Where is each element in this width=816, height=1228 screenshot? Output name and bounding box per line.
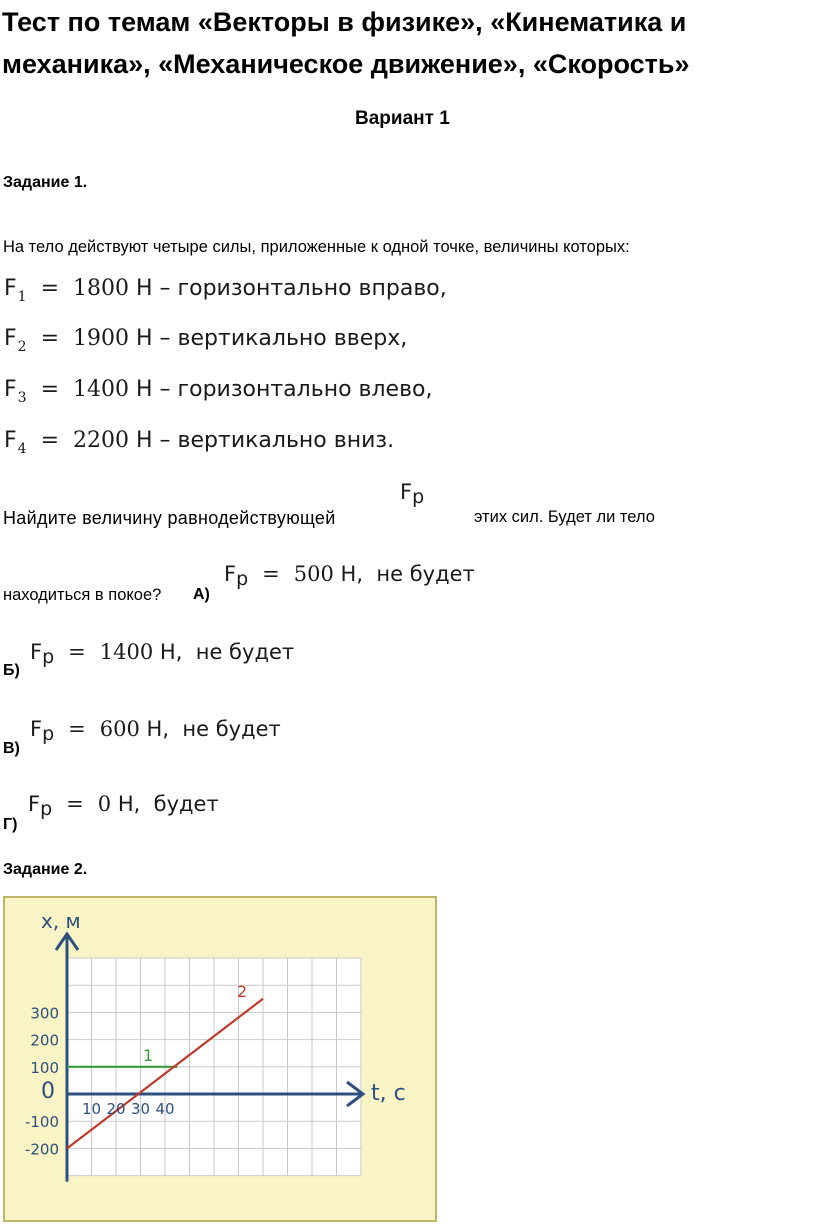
series-label-2: 2 [237, 981, 248, 1001]
x-tick-label: 30 [130, 1100, 151, 1118]
fp-letter: F [224, 562, 237, 586]
option-value: 500 [293, 562, 334, 586]
option-unit: Н, [146, 717, 170, 741]
fp-letter: F [30, 717, 43, 741]
x-tick-label: 10 [81, 1100, 102, 1118]
y-tick-label: 300 [30, 1004, 59, 1023]
force-eq: = [40, 326, 60, 351]
option-value: 1400 [99, 640, 154, 664]
page-title-line-1: Тест по темам «Векторы в физике», «Кинематика и [2, 7, 687, 37]
option-unit: Н, [340, 562, 364, 586]
option-value: 0 [97, 792, 112, 816]
task1-heading: Задание 1. [3, 174, 88, 191]
series-label-1: 1 [142, 1045, 154, 1065]
force-desc: Н – горизонтально влево, [136, 377, 433, 402]
y-tick-label: 100 [30, 1058, 59, 1077]
force-value: 2200 [73, 428, 130, 453]
y-tick-label: -100 [24, 1113, 59, 1132]
fp-sub: р [412, 486, 425, 508]
force-value: 1800 [73, 276, 130, 301]
option-b-formula [30, 640, 295, 668]
fp-sub: р [40, 798, 53, 820]
fp-sub: р [42, 723, 55, 745]
fp-sub: р [42, 646, 55, 668]
option-v-letter: В) [3, 740, 20, 757]
fp-letter: F [30, 640, 43, 664]
force-eq: = [40, 276, 60, 301]
task1-intro: На тело действуют четыре силы, приложенные к одной точке, величины которых: [3, 238, 630, 256]
force-desc: Н – горизонтально вправо, [136, 276, 447, 301]
option-eq: = [262, 562, 280, 586]
task1-question-part1: Найдите величину равнодействующей [3, 508, 336, 528]
y-axis-label: x, м [41, 909, 81, 933]
option-eq: = [66, 792, 84, 816]
force-eq: = [40, 428, 60, 453]
force-2 [4, 326, 408, 355]
force-value: 1400 [73, 377, 130, 402]
force-value: 1900 [73, 326, 130, 351]
task1-question-part3: находиться в покое? [3, 586, 162, 604]
option-eq: = [68, 640, 86, 664]
option-a-letter: А) [193, 586, 210, 603]
resultant-symbol [400, 480, 425, 508]
force-index: 4 [17, 441, 27, 457]
option-unit: Н, [159, 640, 183, 664]
option-value: 600 [99, 717, 140, 741]
force-index: 3 [17, 390, 27, 406]
y-tick-label: 200 [30, 1031, 59, 1050]
fp-letter: F [400, 480, 413, 504]
y-tick-label: -200 [24, 1140, 59, 1159]
x-axis-label: t, с [371, 1081, 406, 1106]
option-a-formula [224, 562, 475, 590]
variant-heading: Вариант 1 [355, 108, 450, 129]
force-index: 2 [17, 339, 27, 355]
fp-letter: F [28, 792, 41, 816]
task2-heading: Задание 2. [3, 861, 88, 878]
force-eq: = [40, 377, 60, 402]
fp-sub: р [236, 568, 249, 590]
task1-question-part2: этих сил. Будет ли тело [474, 508, 655, 526]
page-title-line-2: механика», «Механическое движение», «Скорость» [2, 49, 690, 79]
option-verdict: будет [153, 792, 219, 816]
option-b-letter: Б) [3, 662, 20, 679]
force-4 [4, 428, 395, 457]
force-desc: Н – вертикально вниз. [136, 428, 395, 453]
x-tick-label: 40 [155, 1100, 175, 1118]
option-unit: Н, [117, 792, 141, 816]
force-1 [4, 276, 447, 305]
x-tick-label: 20 [106, 1100, 126, 1118]
motion-graph-svg [5, 898, 435, 1220]
option-verdict: не будет [195, 640, 295, 664]
force-3 [4, 377, 433, 406]
option-g-letter: Г) [3, 816, 18, 833]
force-index: 1 [17, 289, 27, 305]
option-eq: = [68, 717, 86, 741]
force-symbol: F [4, 326, 17, 351]
force-symbol: F [4, 276, 17, 301]
force-symbol: F [4, 428, 17, 453]
option-verdict: не будет [182, 717, 281, 741]
motion-graph [3, 896, 437, 1222]
origin-label: 0 [41, 1079, 55, 1104]
option-g-formula [28, 792, 219, 820]
force-desc: Н – вертикально вверх, [136, 326, 408, 351]
force-symbol: F [4, 377, 17, 402]
option-verdict: не будет [376, 562, 475, 586]
option-v-formula [30, 717, 281, 745]
